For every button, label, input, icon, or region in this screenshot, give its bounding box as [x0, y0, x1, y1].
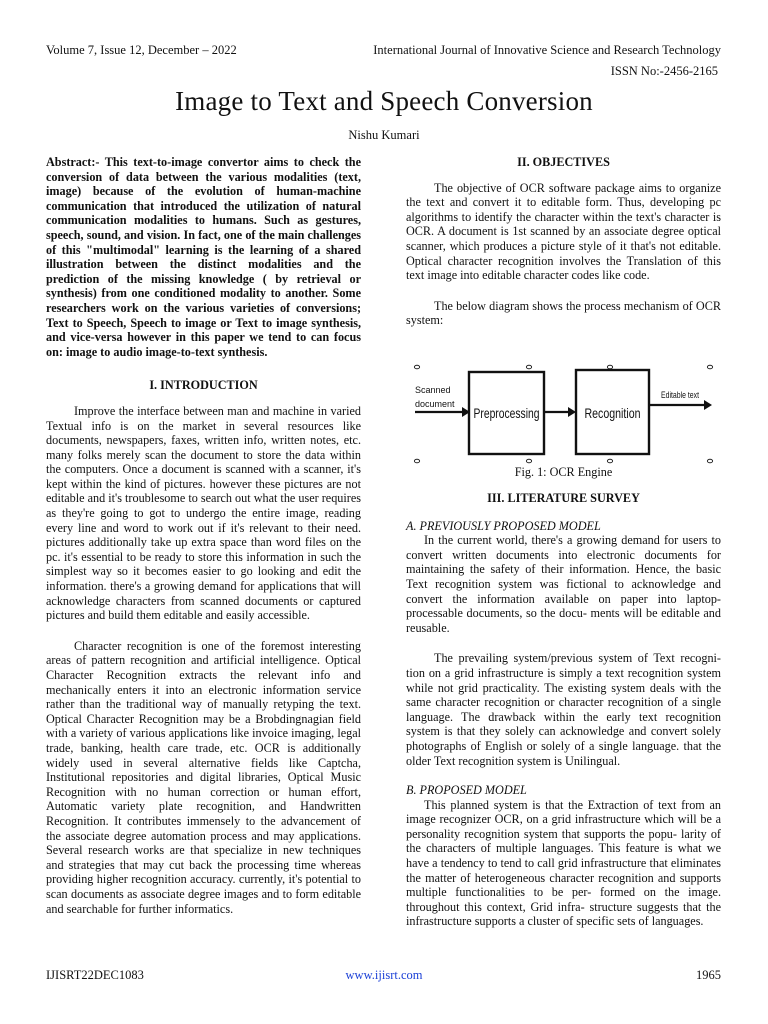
output-arrow — [649, 400, 712, 410]
section-heading-objectives: II. OBJECTIVES — [517, 155, 610, 169]
literature-paragraph-b1: This planned system is that the Extraction of text from an image recognizer OCR, on a grid infrastructure which will be a personality recognition system that supports the popu- larity of the characters of multiple languages. This feature is what we have a tendency to tend to call grid infrastructure that eliminates the matter of heterogeneous character recognition and supports multiple functionalities to be per- formed on the image. throughout this context, Grid infra- structure suggests that the infrastructure supports a cluster of specific sets of languages. — [406, 797, 721, 929]
journal-website-link[interactable]: www.ijisrt.com — [345, 968, 423, 982]
journal-name: International Journal of Innovative Science and Research Technology — [373, 43, 721, 57]
section-heading-introduction: I. INTRODUCTION — [149, 378, 258, 393]
abstract: Abstract:- This text-to-image convertor aims to check the conversion of data between the various modalities (text, image) because of the evolution of human-machine communication that introduced the utilization of natural communication modalities to humans. Such as gestures, speech, sound, and vision. In fact, one of the main challenges of this "multimodal" learning is the learning of a shared illustration between the distinct modalities and the prediction of the missing knowledge ( by retrieval or synthesis) from one conditioned modality to another. Some researchers work on the various varieties of conversions; Text to Speech, Speech to image or Text to image synthesis, and vice-versa however in this paper we tend to can focus on: image to audio image-to-text synthesis. — [46, 155, 361, 359]
middle-arrow — [544, 407, 576, 417]
paper-title: Image to Text and Speech Conversion — [175, 86, 593, 116]
author-name: Nishu Kumari — [348, 128, 420, 142]
preprocessing-label: Preprocessing — [473, 405, 540, 421]
page-number: 1965 — [696, 968, 721, 982]
recognition-label: Recognition — [584, 405, 641, 421]
left-column — [46, 155, 361, 916]
paper-id: IJISRT22DEC1083 — [46, 968, 144, 982]
corner-marks — [414, 365, 712, 463]
volume-info: Volume 7, Issue 12, December – 2022 — [46, 43, 237, 57]
subheading-previously-proposed-model: A. PREVIOUSLY PROPOSED MODEL — [406, 518, 601, 533]
ocr-engine-diagram — [406, 360, 722, 470]
literature-paragraph-a1: In the current world, there's a growing demand for users to convert written documents into electronic documents for maintaining the safety of their information. Hence, the basic Text recognition system was fictional to acknowledge and convert the information available on paper into laptop-processable documents, so the docu- ments will be editable and reusable. — [406, 533, 721, 635]
intro-paragraph-2: Character recognition is one of the foremost interesting areas of pattern recognition and artificial intelligence. Optical Character Recognition extracts the relevant info and mechanically enters it into an electronic information service rather than the traditional way of manually retyping the text. Optical Character Recognition may be a Brobdingnagian field with a variety of various applications like invoice imaging, legal trade, banking, health care trade, etc. OCR is additionally widely used in several alternative fields like Captcha, Institutional repositories and digital libraries, Optical Music Recognition with no human correction or human effort, Automatic variety plate recognition, and Handwritten Recognition. It contributes immensely to the advancement of the associate degree automation process and may applications. Several research works are that specialize in new techniques and strategies that may cut back the processing time whereas providing higher recognition accuracy. currently, it's potential to scan documents as associate degree images and to form editable and searchable for further informatics. — [46, 638, 361, 916]
objectives-paragraph-1: The objective of OCR software package aims to organize the text and convert it to editable form. Thus, developing pc algorithms to identify the character within the text's character is OCR. A document is 1st scanned by an associate degree optical scanner, which produces a picture style of it that's not editable. Optical character recognition involves the Translation of this text image into editable character codes like code. — [406, 180, 721, 283]
figure-caption: Fig. 1: OCR Engine — [514, 465, 613, 479]
output-label: Editable text — [661, 390, 700, 400]
input-label-line1: Scanned — [415, 385, 451, 395]
literature-paragraph-a2: The prevailing system/previous system of Text recogni- tion on a grid infrastructure is simply a text recognition system while not grid practicality. The existing system deals with the same character recognition or character recognition of a single language. The drawback within the early text recognition system is that they solely can acknowledge and convert solely photographs of English or solely of a single language. that the older Text recognition system is Unilingual. — [406, 651, 721, 768]
issn: ISSN No:-2456-2165 — [610, 64, 718, 78]
literature-section — [406, 491, 721, 929]
objectives-paragraph-2: The below diagram shows the process mechanism of OCR system: — [406, 298, 721, 328]
section-heading-literature-survey: III. LITERATURE SURVEY — [487, 491, 640, 505]
right-column — [406, 155, 721, 328]
subheading-proposed-model: B. PROPOSED MODEL — [406, 783, 527, 798]
intro-paragraph-1: Improve the interface between man and machine in varied Textual info is on the market in several resources like documents, newspapers, faxes, written info, written notes, etc. many folks merely scan the document to store the data within the computers. Once a document is scanned with a scanner, it's kept within the kind of pictures. however these pictures are not editable and it's troublesome to search out what the user requires as they're going to got to undergo the entire image, reading every line and word to work out if it's relevant to their need. pictures additionally take up extra space than word files on the pc. it's essential to be ready to store this information in such the simplest way so it becomes easier to go looking and edit the information. there's a growing demand for applications that will acknowledge characters from scanned documents or captured pictures and build them editable and easily accessible. — [46, 403, 361, 623]
input-label-line2: document — [415, 399, 455, 409]
